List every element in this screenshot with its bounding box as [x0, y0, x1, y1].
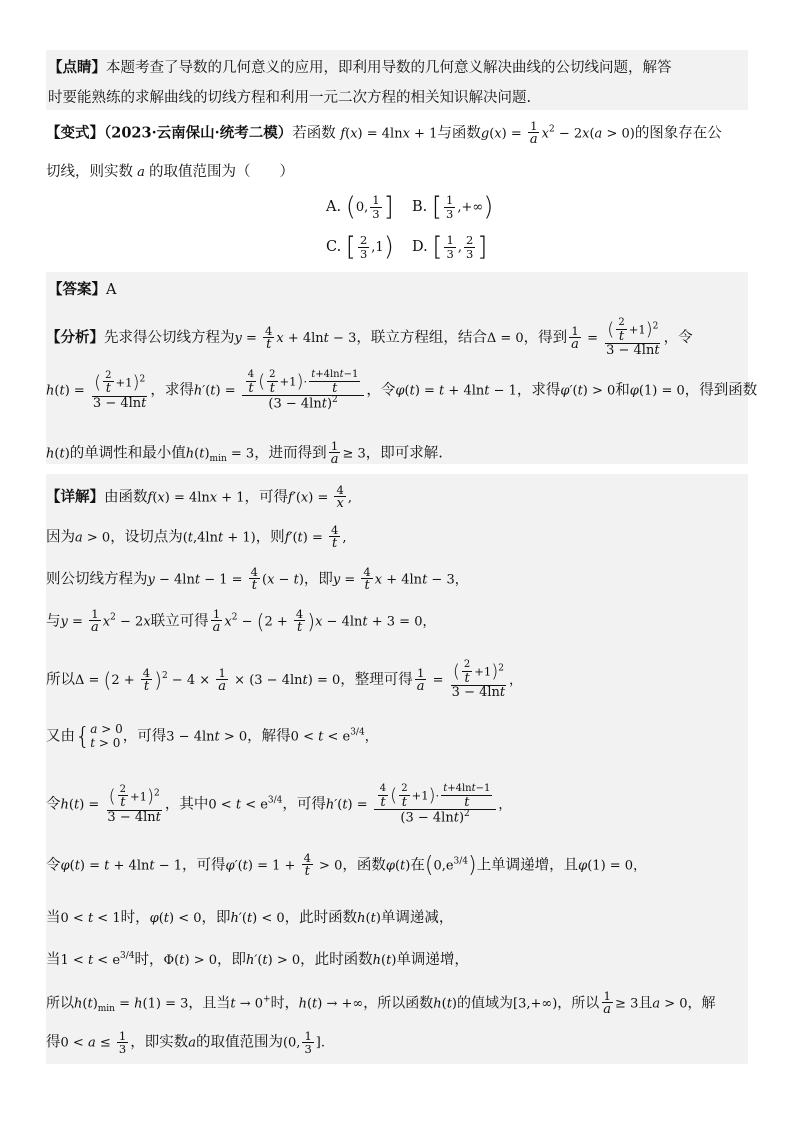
analysis-line2: h(t) = ( $\frac{2}{t}$ +1)$^2$ 3 − 4lnt ，求得h′(t) = $\frac{4}{t}$ ( $\frac{2}{t}$ +1)· $\frac{t+4\ln t-1}{t}$ $(3 - 4\ln t)^2$ ，令φ(t) = t + 4lnt − 1，求得φ′(t) > 0和φ(1) = 0，得到函数 — [46, 369, 758, 412]
detail-line8: 令φ(t) = t + 4lnt − 1，可得φ′(t) = 1 + $\frac{4}{t}$ > 0，函数φ(t)在$(0,e^{3/4})$上单调递增，且φ(1) = 0， — [46, 851, 647, 880]
analysis-line3: h(t)的单调性和最小值$h(t)_{min} = 3$，进而得到 $\frac{1}{a}$ ≥ 3，即可求解. — [46, 439, 443, 468]
detail-label: 【详解】 — [46, 488, 104, 506]
bianshi-line2: 切线，则实数 a 的取值范围为（ ） — [46, 164, 295, 180]
option-b[interactable]: B. [ $\frac{1}{3}$ ,+∞) — [412, 192, 494, 222]
detail-line12: 得0 < a ≤ $\frac{1}{3}$ ，即实数a的取值范围为(0, $\frac{1}{3}$ ]. — [46, 1029, 325, 1057]
detail-line11: 所以$h(t)_{min} = h(1) = 3$，且当t → 0+时，h(t) → +∞，所以函数h(t)的值域为[3,+∞)，所以 $\frac{1}{a}$ ≥ 3且a > 0，解 — [46, 989, 716, 1018]
answer-value: A — [106, 282, 117, 298]
option-d[interactable]: D. [ $\frac{1}{3}$ , $\frac{2}{3}$ ] — [412, 232, 488, 262]
detail-line9: 当0 < t < 1时，φ(t) < 0，即h′(t) < 0，此时函数h(t)单调递减， — [46, 910, 454, 926]
dianjing-label: 【点睛】 — [48, 59, 106, 76]
dianjing-line2: 时要能熟练的求解曲线的切线方程和利用一元二次方程的相关知识解决问题. — [48, 90, 532, 106]
detail-line3: 则公切线方程为y − 4lnt − 1 = $\frac{4}{t}$ (x − t)，即y = $\frac{4}{t}$ x + 4lnt − 3， — [46, 565, 468, 594]
option-c[interactable]: C. [ $\frac{2}{3}$ ,1) — [326, 232, 394, 262]
dianjing-line1: 本题考查了导数的几何意义的应用，即利用导数的几何意义解决曲线的公切线问题，解答 — [106, 60, 672, 76]
detail-line7: 令h(t) = ( $\frac{2}{t}$ +1)$^2$ 3 − 4lnt ，其中$0 < t < e^{3/4}$，可得h′(t) = $\frac{4}{t}$ ( $\frac{2}{t}$ +1)· $\frac{t+4\ln t-1}{t}$ $(3 - 4\ln t)^2$ ， — [46, 783, 512, 826]
bianshi-label: 【变式】 — [46, 124, 104, 142]
bianshi-source: （2023·云南保山·统考二模） — [104, 124, 293, 142]
detail-line4: 与y = $\frac{1}{a}$ $x^2 - 2x$联立可得 $\frac{1}{a}$ $x^2 - (2$ + $\frac{4}{t}$ )x − 4lnt + 3 = 0， — [46, 607, 436, 636]
detail-line10: 当$1 < t < e^{3/4}$时，Φ(t) > 0，即h′(t) > 0，此时函数h(t)单调递增， — [46, 951, 469, 968]
analysis-label: 【分析】 — [46, 328, 104, 346]
dianjing-section — [46, 50, 748, 110]
detail-line6: 又由{ a > 0 t > 0 ，可得3 − 4lnt > 0，解得$0 < t < e^{3/4}$， — [46, 722, 378, 751]
detail-line2: 因为a > 0，设切点为(t,4lnt + 1)，则f′(t) = $\frac{4}{t}$ , — [46, 523, 347, 552]
detail-section — [46, 474, 748, 1064]
answer-label: 【答案】 — [48, 281, 106, 298]
detail-line1: 【详解】由函数f(x) = 4lnx + 1，可得f′(x) = $\frac{4}{x}$ , — [46, 483, 352, 512]
option-a[interactable]: A. (0, $\frac{1}{3}$ ] — [326, 192, 394, 222]
bianshi-line1: 【变式】（2023·云南保山·统考二模）若函数 f(x) = 4lnx + 1与函数g(x) = $\frac{1}{a}$ $x^2 - 2x(a > 0)$的图象存在公 — [46, 119, 722, 148]
detail-line5: 所以Δ = (2 + $\frac{4}{t}$ )$^2$ − 4 × $\frac{1}{a}$ × (3 − 4lnt) = 0，整理可得 $\frac{1}{a}$ = ( $\frac{2}{t}$ +1)$^2$ 3 − 4lnt ， — [46, 659, 523, 701]
answer-section — [46, 272, 748, 304]
analysis-line1: 【分析】先求得公切线方程为y = $\frac{4}{t}$ x + 4lnt − 3，联立方程组，结合Δ = 0，得到 $\frac{1}{a}$ = ( $\frac{2}{t}$ +1)$^2$ 3 − 4lnt ，令 — [46, 317, 693, 359]
